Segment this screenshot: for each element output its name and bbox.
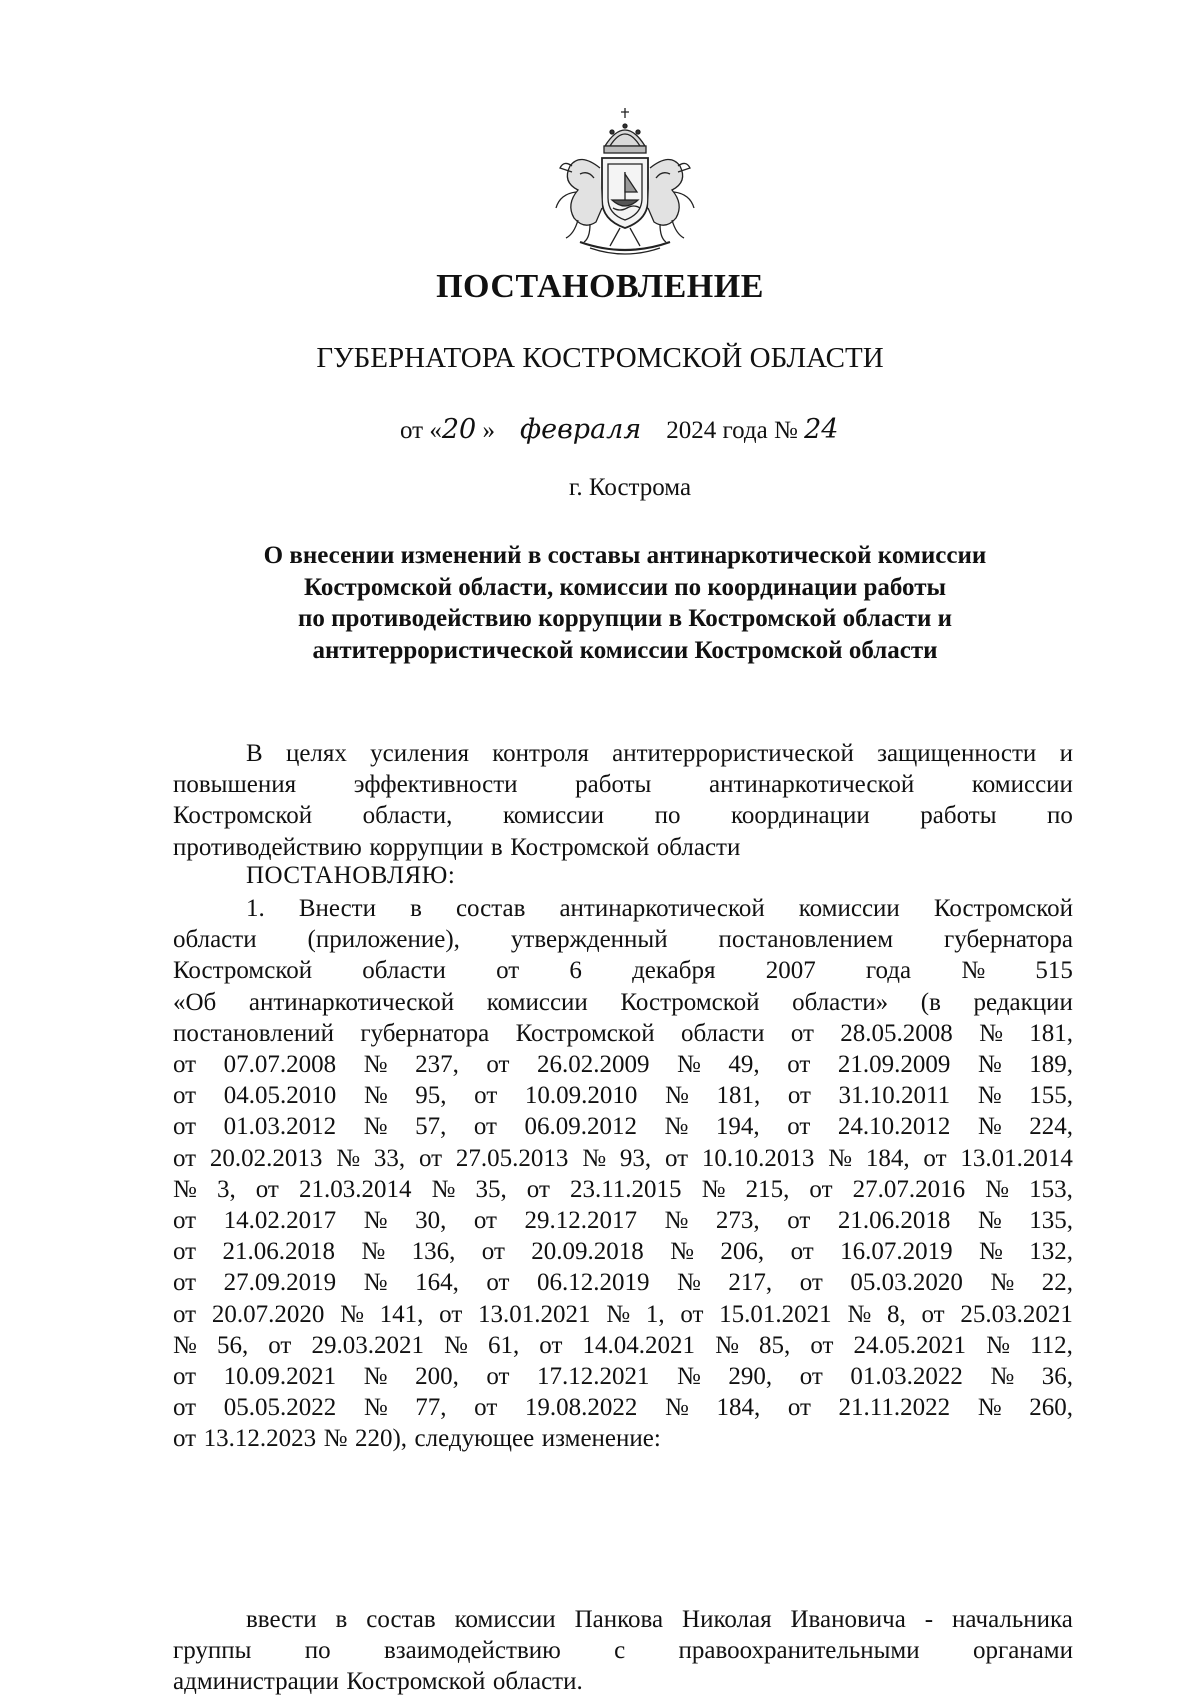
city-line: г. Кострома	[568, 474, 692, 501]
word: противодействию	[173, 833, 362, 861]
date-close-quote: »	[476, 417, 495, 444]
word: 05.05.2022	[223, 1394, 337, 1422]
text-line	[173, 1080, 1073, 1111]
word: 21.06.2018	[222, 1238, 335, 1266]
word: №	[961, 957, 986, 985]
word: работы	[575, 771, 652, 799]
word: №	[664, 1113, 689, 1141]
word: №	[606, 1300, 631, 1328]
word: утвержденный	[510, 926, 668, 954]
handwritten-day: 20	[441, 414, 477, 445]
handwritten-month: февраля	[519, 414, 642, 445]
document-type-heading: ПОСТАНОВЛЕНИЕ	[436, 268, 764, 305]
word: года	[865, 957, 912, 985]
word: 181,	[716, 1082, 761, 1110]
word: 2007	[765, 957, 816, 985]
word: Костромской	[933, 895, 1073, 922]
word: работы	[920, 802, 997, 830]
word: 273,	[715, 1207, 760, 1235]
word: 181,	[1029, 1019, 1073, 1047]
word: №	[990, 1269, 1015, 1297]
text-line	[173, 1174, 1073, 1205]
word: области	[362, 957, 446, 985]
word: постановлением	[718, 926, 894, 954]
word: от	[799, 1363, 823, 1391]
word: комиссии	[798, 895, 900, 922]
word: №	[363, 1207, 388, 1235]
word: 17.12.2021	[536, 1363, 650, 1391]
word: №	[363, 1051, 388, 1079]
word: 13.01.2021	[478, 1300, 591, 1328]
word: редакции	[973, 988, 1073, 1016]
word: Панкова	[574, 1606, 664, 1633]
text-line	[173, 800, 1073, 831]
word: 135,	[1029, 1207, 1073, 1235]
word: №	[340, 1300, 364, 1328]
word: от	[486, 1269, 510, 1297]
text-line	[173, 1236, 1073, 1267]
word: (приложение),	[307, 926, 460, 954]
item-1-change-paragraph	[173, 1604, 1073, 1698]
text-line	[173, 987, 1073, 1018]
word: комиссии	[454, 1606, 556, 1633]
text-line	[173, 1330, 1073, 1361]
word: 153,	[1029, 1175, 1073, 1203]
text-line	[173, 1392, 1073, 1423]
word: 29.12.2017	[524, 1207, 637, 1235]
word: от	[810, 1331, 834, 1359]
word: Внести	[298, 895, 376, 922]
word: 20.09.2018	[531, 1238, 644, 1266]
word: 136,	[411, 1238, 456, 1266]
word: №	[677, 1051, 701, 1079]
word: в	[335, 1606, 348, 1633]
word: №	[977, 1113, 1002, 1141]
word: №	[336, 1144, 361, 1172]
word: 26.02.2009	[536, 1051, 650, 1079]
word: №	[985, 1175, 1010, 1203]
word: 01.03.2022	[850, 1363, 963, 1391]
word: 237,	[415, 1051, 459, 1079]
word: 112,	[1030, 1331, 1073, 1359]
word: от	[173, 1113, 197, 1141]
text-line	[173, 1666, 1073, 1697]
word: 10.09.2021	[223, 1363, 337, 1391]
word: с	[614, 1637, 626, 1665]
word: по	[1047, 802, 1073, 830]
text-line	[173, 893, 1073, 924]
word: 515	[1035, 957, 1073, 985]
word: 31.10.2011	[838, 1082, 951, 1110]
word: №	[677, 1363, 701, 1391]
text-line	[173, 1267, 1073, 1298]
word: №	[431, 1175, 456, 1203]
issuer-heading: ГУБЕРНАТОРА КОСТРОМСКОЙ ОБЛАСТИ	[316, 342, 884, 374]
word: 194,	[715, 1113, 760, 1141]
word: №	[361, 1238, 386, 1266]
preamble-paragraph	[173, 738, 1073, 863]
word: от	[255, 1175, 279, 1203]
word: ввести	[246, 1606, 317, 1633]
word: №	[363, 1113, 388, 1141]
word: от	[173, 1051, 197, 1079]
word: 93,	[619, 1144, 652, 1172]
word: от	[173, 1238, 197, 1266]
word: №	[173, 1175, 197, 1203]
word: от	[173, 1144, 197, 1172]
item-1-paragraph	[173, 893, 1073, 1455]
word: 184,	[716, 1394, 761, 1422]
word: от	[787, 1207, 811, 1235]
word: №	[323, 1425, 348, 1453]
word: от	[173, 1363, 197, 1391]
word: №	[701, 1175, 726, 1203]
word: 29.03.2021	[311, 1331, 424, 1359]
word: №	[977, 1051, 1002, 1079]
word: 77,	[415, 1394, 447, 1422]
word: от	[787, 1113, 811, 1141]
word: от	[481, 1238, 505, 1266]
subject-line: по противодействию коррупции в Костромской области и	[297, 605, 953, 632]
word: от	[486, 1363, 510, 1391]
word: 206,	[720, 1238, 765, 1266]
word: 6	[569, 957, 582, 985]
word: 04.05.2010	[223, 1082, 337, 1110]
word: декабря	[632, 957, 716, 985]
word: -	[924, 1606, 934, 1633]
word: правоохранительными	[678, 1637, 920, 1665]
word: области	[173, 926, 257, 954]
word: 189,	[1029, 1051, 1073, 1079]
word: от	[787, 1051, 811, 1079]
word: 33,	[373, 1144, 406, 1172]
word: от	[923, 1144, 947, 1172]
word: от	[787, 1082, 811, 1110]
word: 224,	[1029, 1113, 1073, 1141]
word: группы	[173, 1637, 252, 1665]
word: 21.09.2009	[837, 1051, 951, 1079]
word: в	[490, 833, 503, 861]
word: от	[474, 1394, 498, 1422]
word: Костромской	[173, 802, 313, 830]
word: от	[268, 1331, 292, 1359]
document-date-line	[400, 414, 838, 445]
word: 15.01.2021	[719, 1300, 832, 1328]
word: антинаркотической	[709, 771, 915, 799]
word: №	[670, 1238, 695, 1266]
word: от	[539, 1331, 563, 1359]
word: №	[977, 1207, 1002, 1235]
word: №	[979, 1019, 1003, 1047]
word: 61,	[487, 1331, 520, 1359]
text-line	[173, 924, 1073, 955]
word: области	[656, 833, 741, 861]
word: 141,	[379, 1300, 424, 1328]
word: 21.06.2018	[837, 1207, 951, 1235]
word: от	[173, 1207, 197, 1235]
word: 30,	[415, 1207, 447, 1235]
word: 23.11.2015	[569, 1175, 682, 1203]
word: 25.03.2021	[960, 1300, 1073, 1328]
word: от	[418, 1144, 443, 1172]
word: 22,	[1041, 1269, 1073, 1297]
text-line	[173, 1143, 1073, 1174]
word: №	[664, 1394, 689, 1422]
subject-line: антитеррористической комиссии Костромской области	[312, 636, 938, 664]
word: №	[990, 1363, 1015, 1391]
word: антинаркотической	[248, 988, 455, 1016]
word: №	[977, 1082, 1002, 1110]
word: В	[246, 740, 263, 767]
word: 184,	[865, 1144, 910, 1172]
word: от	[496, 957, 520, 985]
word: начальника	[952, 1606, 1073, 1633]
text-line	[173, 1111, 1073, 1142]
word: 06.12.2019	[536, 1269, 650, 1297]
word: 27.05.2013	[455, 1144, 569, 1172]
word: в	[410, 895, 422, 922]
word: координации	[730, 802, 870, 830]
word: постановлений	[173, 1019, 334, 1047]
word: 01.03.2012	[223, 1113, 337, 1141]
word: №	[363, 1363, 388, 1391]
word: 164,	[415, 1269, 459, 1297]
word: №	[978, 1238, 1003, 1266]
word: «Об	[173, 988, 217, 1016]
word: 13.12.2023	[203, 1425, 317, 1453]
word: контроля	[492, 740, 589, 767]
word: Николая	[682, 1606, 772, 1633]
word: 260,	[1029, 1394, 1073, 1422]
word: по	[654, 802, 681, 830]
word: 85,	[759, 1331, 791, 1359]
subject-line: О внесении изменений в составы антинаркотической комиссии	[263, 542, 987, 569]
word: по	[304, 1637, 331, 1665]
word: 06.09.2012	[524, 1113, 637, 1141]
text-line	[173, 1423, 1073, 1454]
document-subject	[190, 540, 1060, 666]
word: №	[363, 1082, 388, 1110]
word: от	[787, 1394, 811, 1422]
word: №	[828, 1144, 853, 1172]
word: 290,	[728, 1363, 773, 1391]
word: от	[173, 1269, 197, 1297]
word: усиления	[370, 740, 469, 767]
word: изменение:	[541, 1425, 661, 1453]
word: №	[664, 1082, 689, 1110]
word: №	[677, 1269, 701, 1297]
word: антинаркотической	[559, 895, 765, 922]
word: комиссии	[971, 771, 1073, 799]
word: 10.10.2013	[701, 1144, 815, 1172]
handwritten-document-number: 24	[804, 414, 839, 445]
word: повышения	[173, 771, 297, 799]
word: №	[444, 1331, 468, 1359]
word: 07.07.2008	[223, 1051, 337, 1079]
word: №	[582, 1144, 607, 1172]
text-line	[173, 1361, 1073, 1392]
word: и	[1059, 740, 1073, 767]
word: Костромской	[346, 1668, 486, 1696]
word: области,	[362, 802, 453, 830]
word: №	[664, 1207, 689, 1235]
word: 200,	[415, 1363, 459, 1391]
word: губернатора	[360, 1019, 490, 1047]
text-line	[173, 1018, 1073, 1049]
word: №	[715, 1331, 739, 1359]
word: 19.08.2022	[524, 1394, 638, 1422]
word: 132,	[1029, 1238, 1073, 1266]
word: администрации	[173, 1668, 339, 1696]
word: от	[474, 1082, 498, 1110]
word: 05.03.2020	[850, 1269, 963, 1297]
word: от	[173, 1082, 197, 1110]
word: от	[439, 1300, 463, 1328]
word: состав	[366, 1606, 436, 1633]
coat-of-arms-emblem	[550, 108, 700, 260]
word: 16.07.2019	[840, 1238, 953, 1266]
word: взаимодействию	[383, 1637, 561, 1665]
word: №	[173, 1331, 197, 1359]
word: комиссии	[502, 802, 605, 830]
word: от	[173, 1300, 197, 1328]
word: Костромской	[515, 1019, 655, 1047]
word: эффективности	[353, 771, 518, 799]
word: (в	[920, 988, 941, 1016]
word: 27.09.2019	[223, 1269, 337, 1297]
text-line	[173, 1604, 1073, 1635]
date-year: 2024 года №	[666, 417, 798, 444]
word: 95,	[415, 1082, 447, 1110]
word: 155,	[1029, 1082, 1073, 1110]
word: от	[526, 1175, 550, 1203]
word: 49,	[728, 1051, 760, 1079]
word: 28.05.2008	[840, 1019, 953, 1047]
word: 8,	[886, 1300, 906, 1328]
word: целях	[285, 740, 347, 767]
word: области.	[492, 1668, 583, 1696]
word: 35,	[475, 1175, 507, 1203]
word: состав	[455, 895, 526, 922]
word: от	[173, 1394, 197, 1422]
word: №	[363, 1394, 388, 1422]
word: 57,	[415, 1113, 447, 1141]
word: 217,	[728, 1269, 773, 1297]
word: от	[173, 1425, 197, 1453]
word: Костромской	[173, 957, 313, 985]
text-line	[173, 1205, 1073, 1236]
text-line	[173, 1049, 1073, 1080]
word: от	[809, 1175, 833, 1203]
word: 36,	[1041, 1363, 1073, 1391]
text-line	[173, 1299, 1073, 1330]
word: 56,	[216, 1331, 249, 1359]
word: 24.05.2021	[853, 1331, 967, 1359]
word: Костромской	[510, 833, 650, 861]
text-line	[173, 769, 1073, 800]
decree-word: ПОСТАНОВЛЯЮ:	[246, 862, 456, 889]
word: от	[664, 1144, 689, 1172]
text-line	[173, 1635, 1073, 1666]
word: 13.01.2014	[960, 1144, 1073, 1172]
word: от	[473, 1207, 497, 1235]
word: 21.03.2014	[298, 1175, 412, 1203]
word: антитеррористической	[612, 740, 854, 767]
word: 20.07.2020	[211, 1300, 325, 1328]
word: следующее	[414, 1425, 535, 1453]
word: 215,	[745, 1175, 790, 1203]
word: №	[977, 1394, 1002, 1422]
word: 20.02.2013	[209, 1144, 323, 1172]
word: 1,	[645, 1300, 665, 1328]
word: от	[473, 1113, 497, 1141]
word: от	[790, 1019, 814, 1047]
word: губернатора	[944, 926, 1073, 954]
word: 1.	[246, 895, 265, 922]
word: комиссии	[486, 988, 588, 1016]
word: Ивановича	[790, 1606, 906, 1633]
word: от	[799, 1269, 823, 1297]
word: от	[921, 1300, 945, 1328]
word: 21.11.2022	[838, 1394, 951, 1422]
word: 24.10.2012	[837, 1113, 951, 1141]
word: 3,	[216, 1175, 236, 1203]
word: 14.02.2017	[223, 1207, 337, 1235]
word: области	[680, 1019, 765, 1047]
word: 27.07.2016	[852, 1175, 966, 1203]
word: №	[847, 1300, 872, 1328]
text-line	[173, 955, 1073, 986]
word: от	[680, 1300, 704, 1328]
word: от	[486, 1051, 510, 1079]
word: 14.04.2021	[582, 1331, 695, 1359]
word: области»	[792, 988, 889, 1016]
word: органами	[972, 1637, 1073, 1665]
text-line	[173, 738, 1073, 769]
word: Костромской	[620, 988, 760, 1016]
date-prefix: от «	[400, 417, 442, 444]
text-line	[173, 832, 1073, 863]
word: защищенности	[877, 740, 1037, 767]
word: №	[986, 1331, 1010, 1359]
word: №	[363, 1269, 388, 1297]
subject-line: Костромской области, комиссии по координации работы	[303, 573, 947, 601]
word: коррупции	[369, 833, 484, 861]
word: 10.09.2010	[524, 1082, 638, 1110]
word: от	[790, 1238, 814, 1266]
word: 220),	[354, 1425, 408, 1453]
